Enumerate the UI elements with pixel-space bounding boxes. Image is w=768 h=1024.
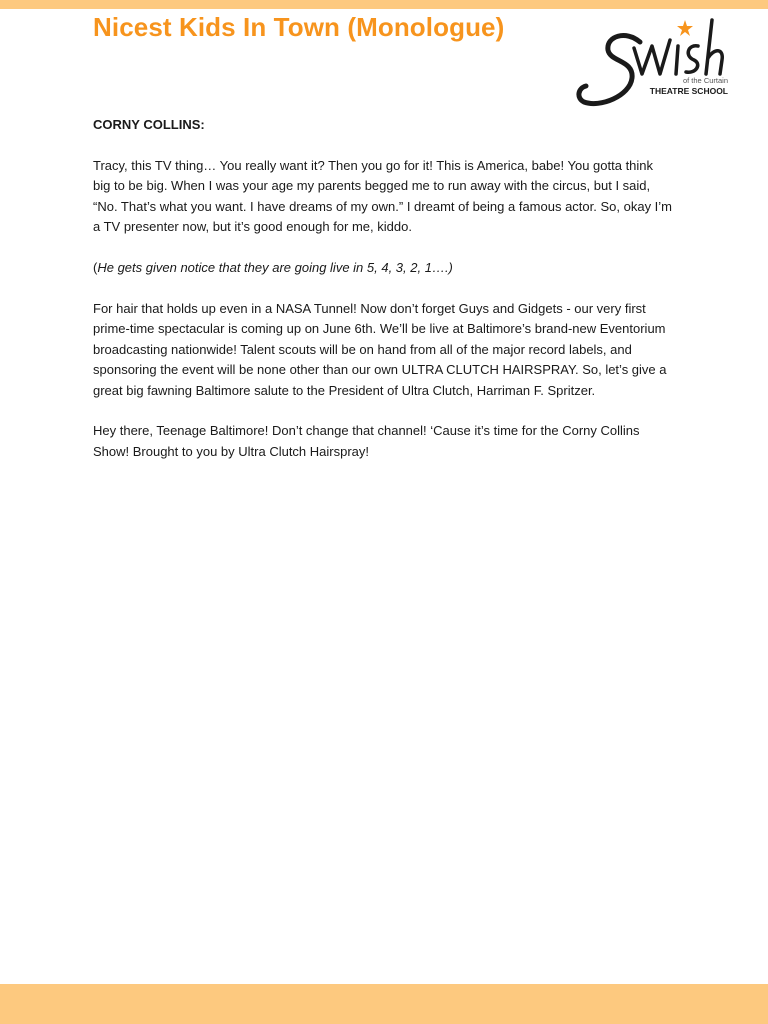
monologue-body	[93, 115, 673, 483]
stage-direction-paren: (	[93, 260, 98, 276]
top-accent-bar	[0, 0, 768, 9]
swish-wordmark-logo	[572, 16, 734, 114]
bottom-accent-bar	[0, 984, 768, 1024]
stage-direction-text: He gets given notice that they are going live in 5, 4, 3, 2, 1….)	[97, 260, 453, 276]
page-title: Nicest Kids In Town (Monologue)	[93, 12, 505, 42]
monologue-paragraph-3: Hey there, Teenage Baltimore! Don’t change that channel! ‘Cause it’s time for the Corny Collins Show! Brought to you by Ultra Clutch Hairspray!	[93, 423, 640, 459]
logo-tagline: of the Curtain	[682, 76, 728, 85]
star-icon	[677, 20, 693, 36]
monologue-paragraph-1: Tracy, this TV thing… You really want it? Then you go for it! This is America, babe! You gotta think big to be big. When I was your age my parents begged me to run away with the circus, but I said, “No. That’s what you want. I have dreams of my own.” I dreamt of being a famous actor. So, okay I’m a TV presenter now, but it’s good enough for me, kiddo.	[93, 157, 673, 235]
speaker-name: CORNY COLLINS:	[93, 117, 205, 132]
monologue-paragraph-2: For hair that holds up even in a NASA Tunnel! Now don’t forget Guys and Gidgets - our very first prime-time spectacular is coming up on June 6th. We’ll be live at Baltimore’s brand-new Eventorium broadcasting nationwide! Talent scouts will be on hand from all of the major record labels, and sponsoring the event will be none other than our own ULTRA CLUTCH HAIRSPRAY. So, let’s give a great big fawning Baltimore salute to the President of Ultra Clutch, Harriman F. Spritzer.	[93, 300, 667, 398]
logo-school-name: THEATRE SCHOOL	[649, 86, 728, 96]
stage-direction	[93, 258, 673, 278]
swish-logo	[572, 16, 734, 114]
